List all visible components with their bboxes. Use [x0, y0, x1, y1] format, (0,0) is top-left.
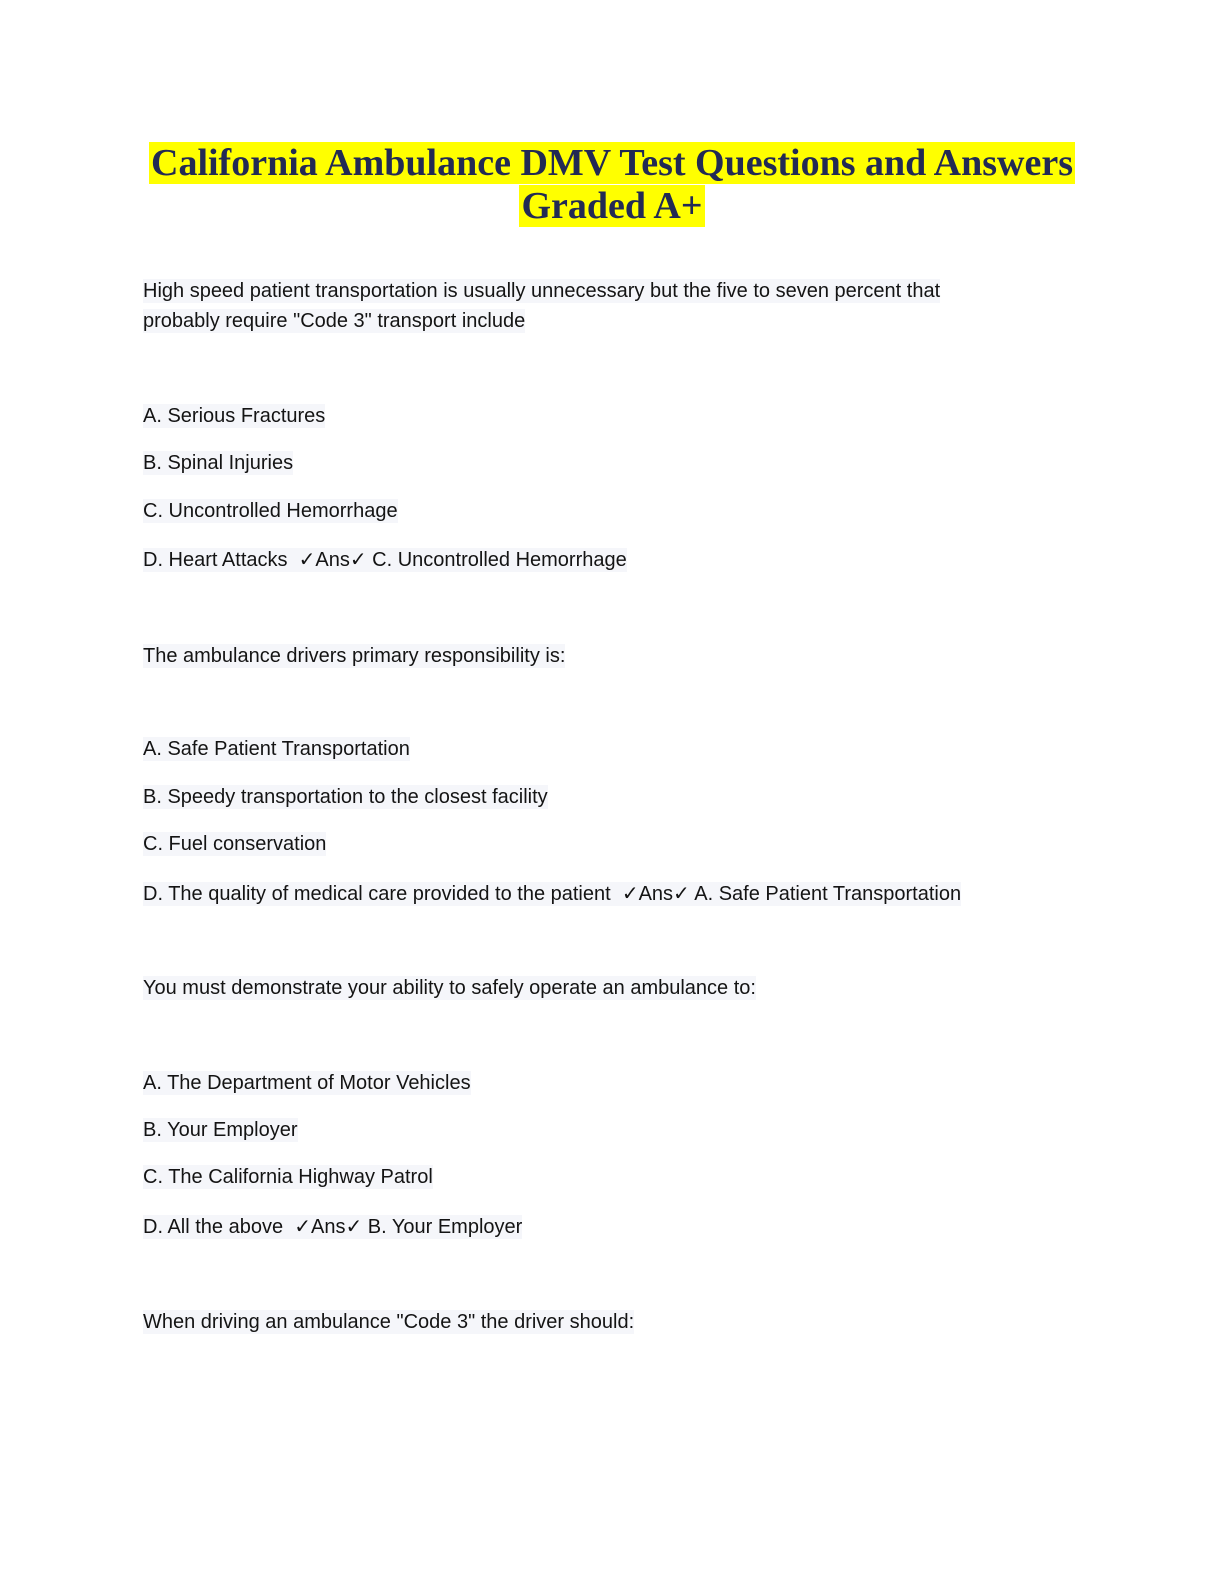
answer-marker: ✓Ans✓	[294, 1216, 363, 1238]
answer-text: C. Uncontrolled Hemorrhage	[372, 549, 627, 571]
question-1-option-a: A. Serious Fractures	[143, 405, 326, 427]
question-3-prompt: You must demonstrate your ability to safely operate an ambulance to:	[143, 977, 756, 999]
question-1-option-c: C. Uncontrolled Hemorrhage	[143, 500, 398, 522]
answer-text: A. Safe Patient Transportation	[694, 883, 962, 905]
question-1-prompt: High speed patient transportation is usually unnecessary but the five to seven percent that probably require "Code 3" transport include	[143, 280, 941, 332]
title-line-1: California Ambulance DMV Test Questions and Answers	[151, 142, 1073, 184]
answer-marker: ✓Ans✓	[621, 883, 690, 905]
question-2-option-d: D. The quality of medical care provided to the patient ✓Ans✓ A. Safe Patient Transportation	[143, 883, 962, 905]
document-title	[0, 142, 1224, 228]
question-1-option-d: D. Heart Attacks ✓Ans✓ C. Uncontrolled Hemorrhage	[143, 549, 627, 571]
question-2-prompt: The ambulance drivers primary responsibility is:	[143, 645, 566, 667]
question-3-option-b: B. Your Employer	[143, 1119, 298, 1141]
title-line-2: Graded A+	[521, 185, 703, 227]
answer-text: B. Your Employer	[367, 1216, 523, 1238]
answer-marker: ✓Ans✓	[298, 549, 367, 571]
question-2-option-b: B. Speedy transportation to the closest facility	[143, 786, 548, 808]
question-3-option-a: A. The Department of Motor Vehicles	[143, 1072, 471, 1094]
question-2-option-a: A. Safe Patient Transportation	[143, 738, 410, 760]
question-3-option-c: C. The California Highway Patrol	[143, 1166, 433, 1188]
question-3-option-d: D. All the above ✓Ans✓ B. Your Employer	[143, 1216, 523, 1238]
question-1-option-b: B. Spinal Injuries	[143, 452, 294, 474]
question-2-option-c: C. Fuel conservation	[143, 833, 327, 855]
question-4-prompt: When driving an ambulance "Code 3" the driver should:	[143, 1311, 635, 1333]
